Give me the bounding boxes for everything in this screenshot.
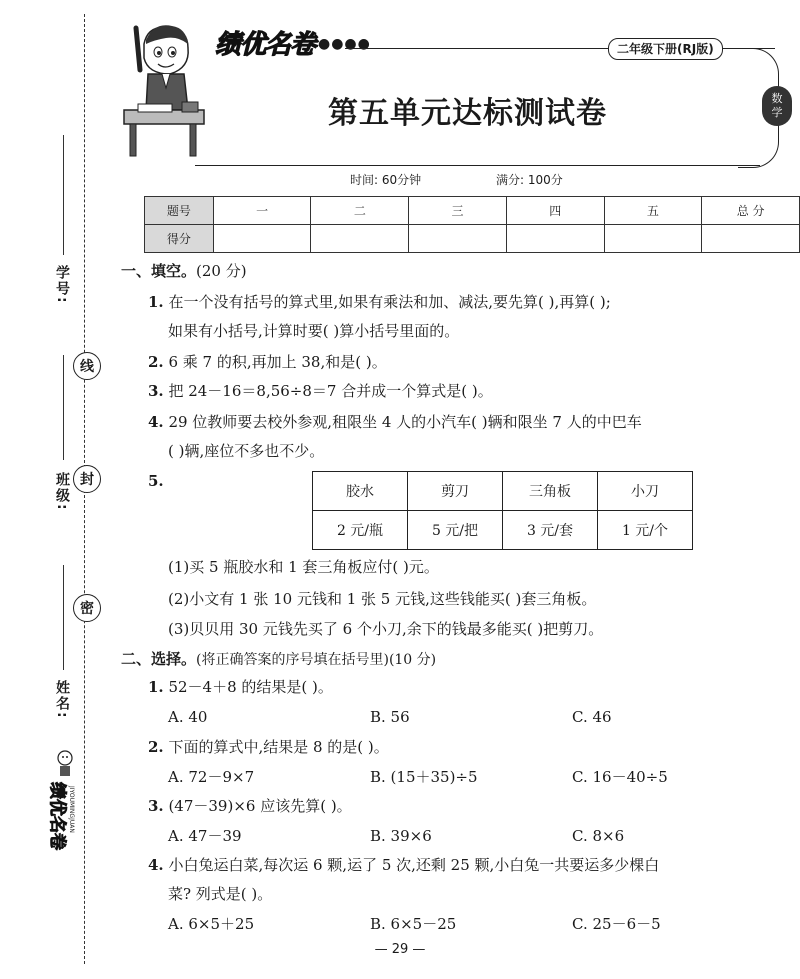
s2-q2-option-a: A. 72－9×7 [168, 768, 255, 786]
subject-char-1: 数 [771, 92, 783, 105]
price-item-cell: 胶水 [313, 472, 408, 511]
question-number: 1. [148, 678, 164, 696]
page-title: 第五单元达标测试卷 [328, 96, 607, 131]
score-table-cell: 三 [409, 197, 507, 225]
question-text: (47－39)×6 应该先算( )。 [168, 797, 352, 815]
grade-badge: 二年级下册(RJ版) [608, 38, 723, 60]
s2-q2-option-b: B. (15＋35)÷5 [370, 768, 478, 786]
score-input-cell[interactable] [702, 225, 800, 253]
s1-question-1-line2: 如果有小括号,计算时要( )算小括号里面的。 [168, 322, 460, 340]
question-text: 下面的算式中,结果是 8 的是( )。 [168, 738, 389, 756]
price-item-cell: 三角板 [503, 472, 598, 511]
s2-question-1 [148, 677, 333, 697]
question-number: 4. [148, 413, 164, 431]
s2-q3-option-b: B. 39×6 [370, 827, 432, 845]
score-table-cell: 总 分 [702, 197, 800, 225]
s2-question-2 [148, 737, 389, 757]
question-number: 1. [148, 293, 164, 311]
question-number: 3. [148, 382, 164, 400]
price-value-cell: 5 元/把 [408, 511, 503, 550]
section2-note: (将正确答案的序号填在括号里)(10 分) [196, 652, 437, 668]
header-bottom-rule [195, 165, 760, 166]
svg-text:JIYOUMINGJUAN: JIYOUMINGJUAN [68, 786, 75, 833]
score-table-score-row [145, 225, 800, 253]
s2-q1-option-a: A. 40 [168, 708, 208, 726]
svg-text:绩优名卷: 绩优名卷 [47, 782, 67, 850]
s2-question-4-line1 [148, 855, 659, 875]
s1-question-3 [148, 381, 493, 401]
score-input-cell[interactable] [213, 225, 311, 253]
margin-logo-icon [38, 748, 80, 860]
question-text: 52－4＋8 的结果是( )。 [168, 678, 333, 696]
question-number: 4. [148, 856, 164, 874]
question-number: 3. [148, 797, 164, 815]
name-line [63, 565, 64, 670]
section1-title: 一、填空。 [121, 262, 197, 280]
s2-q1-option-b: B. 56 [370, 708, 410, 726]
exam-time: 时间: 60分钟 [350, 173, 422, 187]
question-number: 2. [148, 738, 164, 756]
class-line [63, 355, 64, 460]
class-label: 班级: [54, 472, 70, 512]
price-value-cell: 3 元/套 [503, 511, 598, 550]
s1-question-5-number: 5. [148, 472, 164, 490]
student-id-line [63, 135, 64, 255]
s1-question-5-part3: (3)贝贝用 30 元钱先买了 6 个小刀,余下的钱最多能买( )把剪刀。 [168, 620, 604, 638]
page-number: — 29 — [374, 942, 426, 957]
subject-char-2: 学 [771, 106, 783, 119]
score-table [144, 196, 800, 253]
s1-question-5-part2: (2)小文有 1 张 10 元钱和 1 张 5 元钱,这些钱能买( )套三角板。 [168, 590, 597, 608]
s2-q3-option-c: C. 8×6 [572, 827, 625, 845]
score-table-cell: 五 [604, 197, 702, 225]
price-table-items-row [313, 472, 693, 511]
question-text: 把 24－16＝8,56÷8＝7 合并成一个算式是( )。 [168, 382, 493, 400]
seal-seal-char: 封 [73, 465, 101, 493]
score-input-cell[interactable] [506, 225, 604, 253]
price-item-cell: 剪刀 [408, 472, 503, 511]
s1-question-1-line1 [148, 292, 611, 312]
score-table-cell: 四 [506, 197, 604, 225]
s1-question-4-line2: ( )辆,座位不多也不少。 [168, 442, 325, 460]
price-value-cell: 1 元/个 [598, 511, 693, 550]
price-table-values-row [313, 511, 693, 550]
seal-secret-char: 密 [73, 594, 101, 622]
question-text: 在一个没有括号的算式里,如果有乘法和加、减法,要先算( ),再算( ); [168, 293, 611, 311]
price-table [312, 471, 693, 550]
score-table-cell: 题号 [145, 197, 214, 225]
s2-q4-option-b: B. 6×5－25 [370, 915, 457, 933]
brand-dots: ●●●● [318, 36, 371, 52]
seal-line-char: 线 [73, 352, 101, 380]
student-id-label: 学号: [54, 265, 70, 305]
s2-question-4-line2: 菜? 列式是( )。 [168, 885, 273, 903]
score-row-label: 得分 [145, 225, 214, 253]
score-table-header-row [145, 197, 800, 225]
s1-question-2 [148, 352, 387, 372]
s2-q4-option-c: C. 25－6－5 [572, 915, 661, 933]
price-item-cell: 小刀 [598, 472, 693, 511]
name-label: 姓名: [54, 680, 70, 720]
brand-logo: 绩优名卷 [215, 30, 316, 60]
s2-q1-option-c: C. 46 [572, 708, 612, 726]
s1-question-5-part1: (1)买 5 瓶胶水和 1 套三角板应付( )元。 [168, 558, 439, 576]
question-text: 6 乘 7 的积,再加上 38,和是( )。 [168, 353, 387, 371]
s2-q4-option-a: A. 6×5＋25 [168, 915, 255, 933]
full-score: 满分: 100分 [496, 173, 563, 187]
score-input-cell[interactable] [409, 225, 507, 253]
section1-points: (20 分) [196, 262, 247, 280]
price-value-cell: 2 元/瓶 [313, 511, 408, 550]
score-table-cell: 一 [213, 197, 311, 225]
s2-question-3 [148, 796, 352, 816]
section2-title: 二、选择。 [121, 650, 197, 668]
student-at-desk-illustration-icon [118, 18, 210, 160]
s2-q2-option-c: C. 16－40÷5 [572, 768, 668, 786]
question-text: 29 位教师要去校外参观,租限坐 4 人的小汽车( )辆和限坐 7 人的中巴车 [168, 413, 642, 431]
section1-heading [121, 261, 247, 281]
score-input-cell[interactable] [604, 225, 702, 253]
subject-badge [762, 86, 792, 126]
question-number: 2. [148, 353, 164, 371]
section2-heading [121, 649, 436, 670]
s2-q3-option-a: A. 47－39 [168, 827, 242, 845]
question-text: 小白兔运白菜,每次运 6 颗,运了 5 次,还剩 25 颗,小白兔一共要运多少棵白 [168, 856, 660, 874]
score-table-cell: 二 [311, 197, 409, 225]
s1-question-4-line1 [148, 412, 642, 432]
score-input-cell[interactable] [311, 225, 409, 253]
